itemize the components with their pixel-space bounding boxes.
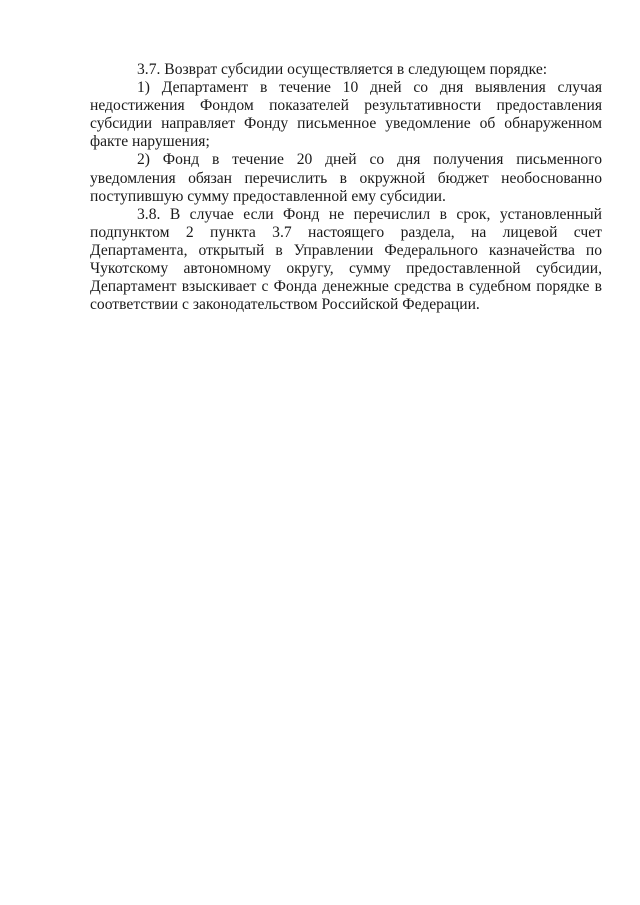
paragraph-3-7-heading: 3.7. Возврат субсидии осуществляется в следующем порядке: — [137, 61, 548, 78]
paragraph-3-8: 3.8. В случае если Фонд не перечислил в срок, установленный подпунктом 2 пункта 3.7 настоящего раздела, на лицевой счет Департамента, открытый в Управлении Федерального казначейства по Чукотскому автономному округу, сумму предоставленной субсидии, Департамент взыскивает с Фонда денежные средства в судебном порядке в соответствии с законодательством Российской Федерации. — [90, 205, 602, 314]
document-body — [90, 61, 602, 314]
paragraph-3-7-item-1: 1) Департамент в течение 10 дней со дня выявления случая недостижения Фондом показателей результативности предоставления субсидии направляет Фонду письменное уведомление об обнаруженном факте нарушения; — [90, 79, 602, 151]
paragraph-3-7-item-2: 2) Фонд в течение 20 дней со дня получения письменного уведомления обязан перечислить в окружной бюджет необоснованно поступившую сумму предоставленной ему субсидии. — [90, 151, 602, 205]
